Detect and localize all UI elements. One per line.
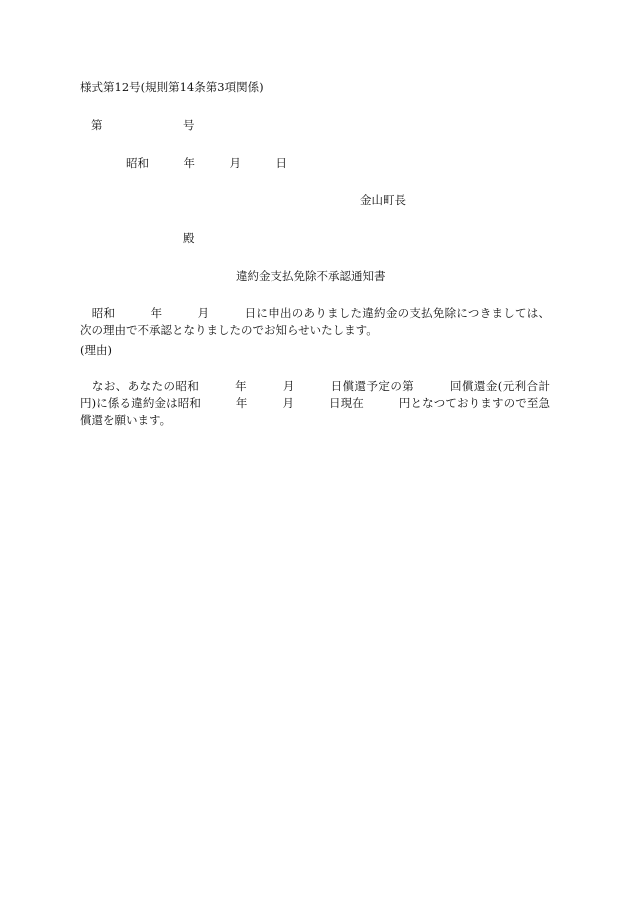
addressee-honorific: 殿 — [183, 231, 195, 245]
date-line: 昭和 年 月 日 — [126, 156, 287, 170]
form-number: 様式第12号(規則第14条第3項関係) — [80, 80, 264, 94]
notice-paragraph: なお、あなたの昭和 年 月 日償還予定の第 回償還金(元利合計 円)に係る違約金は昭和 年 月 日現在 円となつておりますので至急償還を願います。 — [80, 379, 585, 427]
body-paragraph: 昭和 年 月 日に申出のありました違約金の支払免除につきましては、次の理由で不承認となりましたのでお知らせいたします。 — [80, 306, 550, 337]
document-title: 違約金支払免除不承認通知書 — [236, 269, 386, 283]
document-number-line: 第 号 — [91, 118, 195, 132]
issuer-name: 金山町長 — [360, 193, 406, 207]
reason-label: (理由) — [80, 343, 112, 357]
